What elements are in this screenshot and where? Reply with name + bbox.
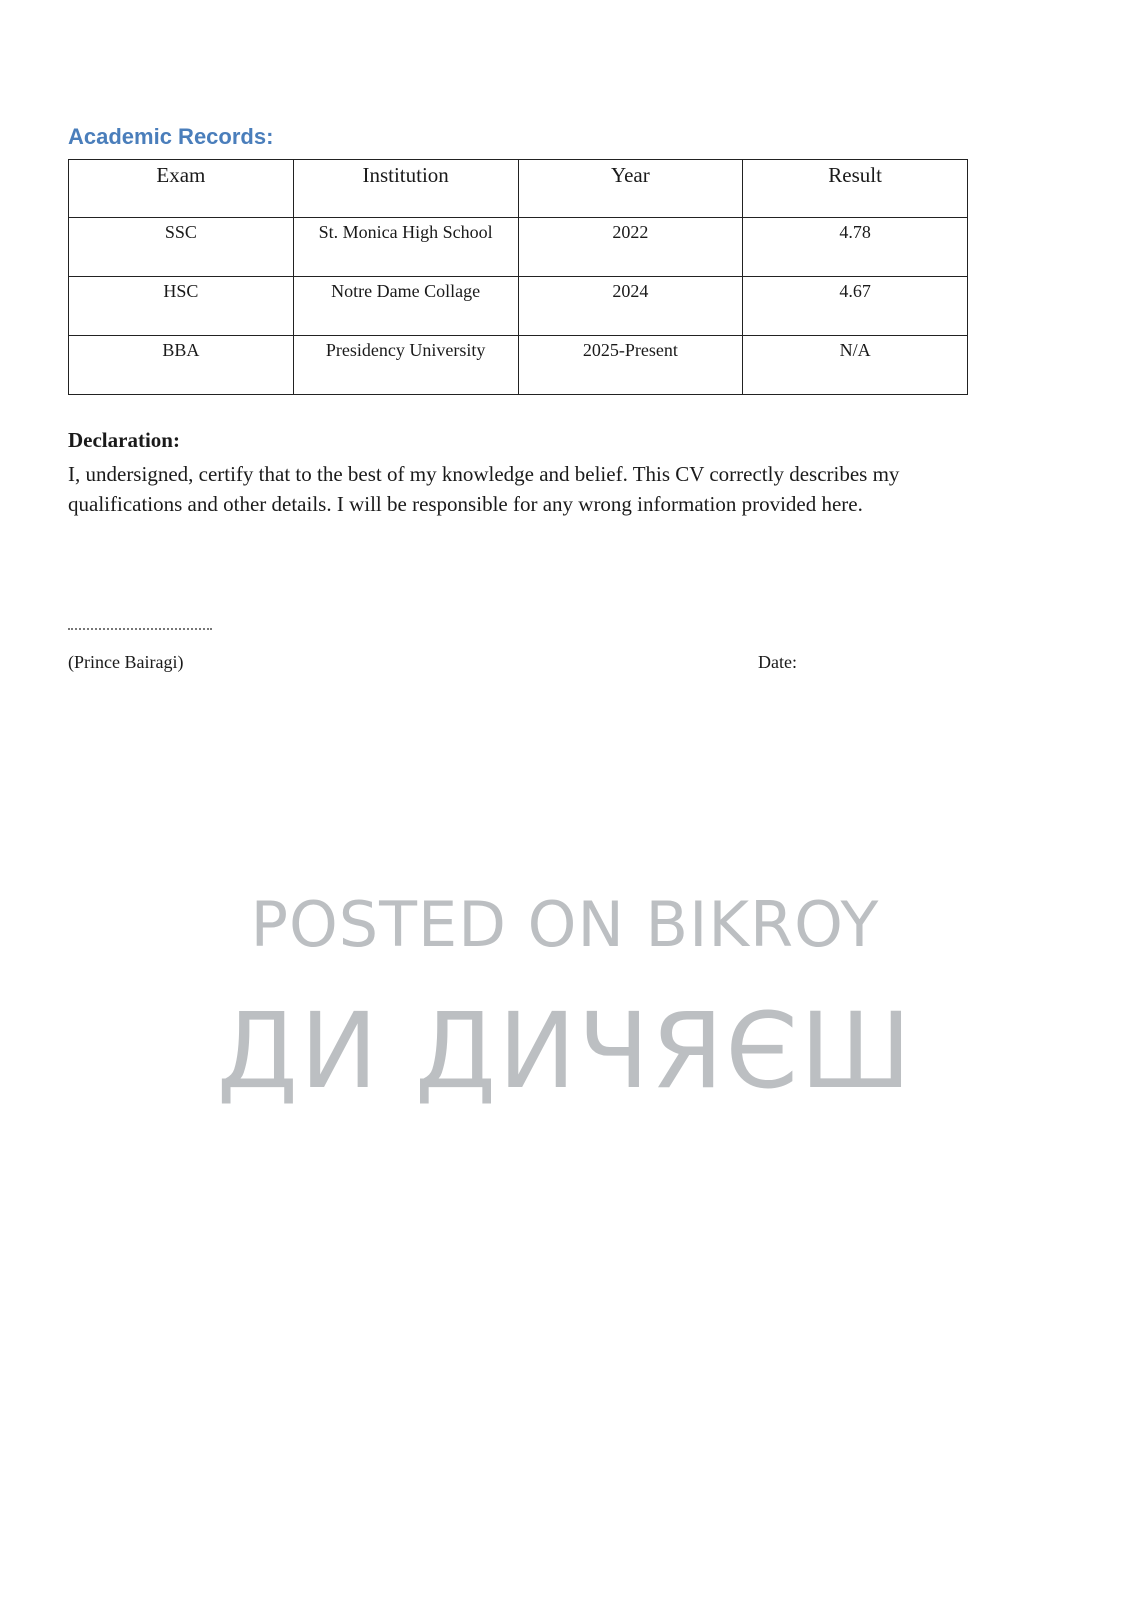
declaration-text: I, undersigned, certify that to the best of my knowledge and belief. This CV correctly describes my qualifications and other details. I will be responsible for any wrong information provided here. <box>68 462 900 516</box>
cell-year: 2024 <box>518 277 743 336</box>
section-title-academic-records: Academic Records: <box>68 124 274 149</box>
declaration-section <box>68 428 988 519</box>
table-row <box>69 218 968 277</box>
cell-institution: St. Monica High School <box>293 218 518 277</box>
watermark-text: POSTED ON BIKROY <box>250 888 880 961</box>
column-header-year: Year <box>518 160 743 218</box>
watermark-logo-text: ДИ ДИЧЯЄШ <box>216 990 914 1112</box>
column-header-exam: Exam <box>69 160 294 218</box>
cell-result: N/A <box>743 336 968 395</box>
table-header-row <box>69 160 968 218</box>
signatory-name: (Prince Bairagi) <box>68 652 184 672</box>
cell-result: 4.78 <box>743 218 968 277</box>
cell-exam: SSC <box>69 218 294 277</box>
cell-result: 4.67 <box>743 277 968 336</box>
cell-year: 2025-Present <box>518 336 743 395</box>
signature-line <box>68 628 212 630</box>
table-row <box>69 336 968 395</box>
table-row <box>69 277 968 336</box>
column-header-institution: Institution <box>293 160 518 218</box>
cell-year: 2022 <box>518 218 743 277</box>
cell-institution: Notre Dame Collage <box>293 277 518 336</box>
column-header-result: Result <box>743 160 968 218</box>
cell-exam: BBA <box>69 336 294 395</box>
academic-records-table <box>68 159 968 395</box>
declaration-heading: Declaration: <box>68 428 180 452</box>
cell-institution: Presidency University <box>293 336 518 395</box>
cell-exam: HSC <box>69 277 294 336</box>
date-label: Date: <box>758 652 797 672</box>
